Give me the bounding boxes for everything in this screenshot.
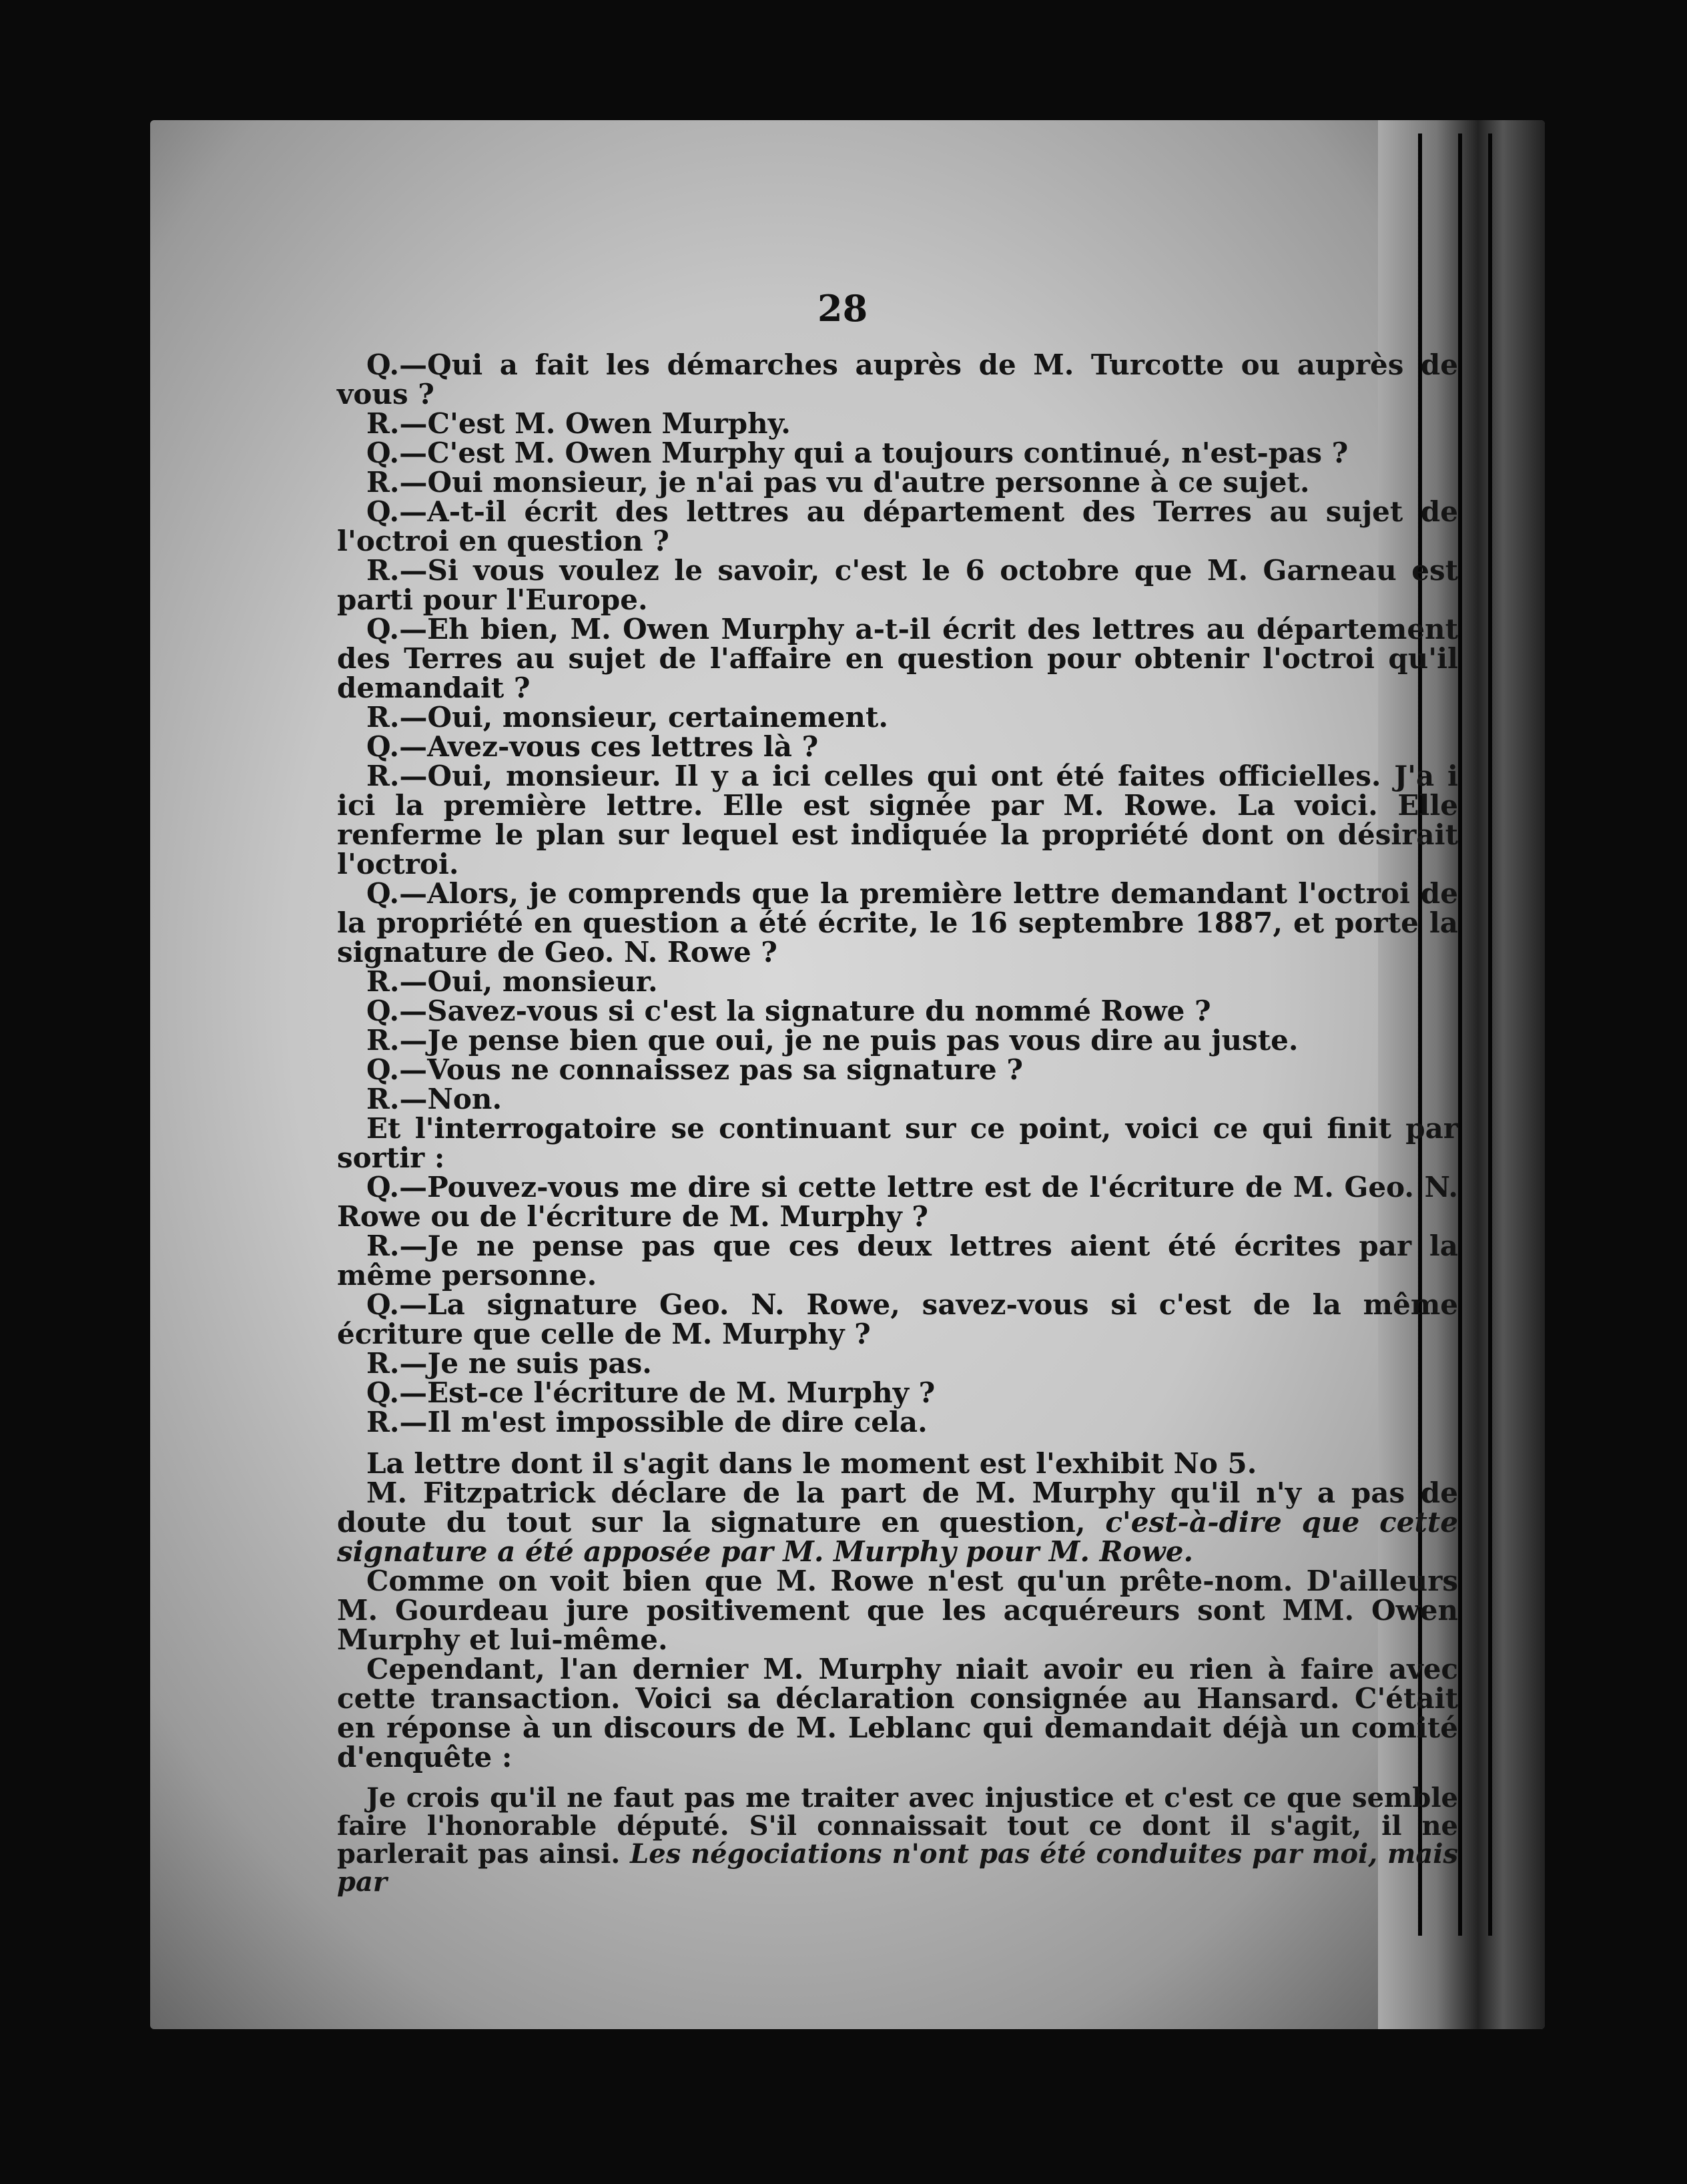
dialogue-line: Q.—Est-ce l'écriture de M. Murphy ? — [366, 1376, 936, 1409]
dialogue-line: R.—C'est M. Owen Murphy. — [366, 407, 791, 440]
dialogue-line: Q.—La signature Geo. N. Rowe, savez-vous si c'est de la même écriture que celle de M. Murphy ? — [337, 1288, 1458, 1350]
exhibit-paragraph: La lettre dont il s'agit dans le moment est l'exhibit No 5. — [366, 1447, 1257, 1480]
dialogue-line: Q.—Avez-vous ces lettres là ? — [366, 730, 819, 763]
body-text — [337, 350, 1458, 1896]
dialogue-line: Q.—A-t-il écrit des lettres au département des Terres au sujet de l'octroi en question ? — [337, 495, 1458, 557]
fitzpatrick-paragraph — [337, 1478, 1458, 1567]
dialogue-line: Q.—Savez-vous si c'est la signature du nommé Rowe ? — [366, 995, 1211, 1027]
spine-crease — [1488, 133, 1492, 1936]
dialogue-line: R.—Oui, monsieur, certainement. — [366, 701, 888, 734]
quote-text: Je crois qu'il ne faut pas me traiter avec injustice et c'est ce que semble faire l'honorable député. S'il connaissait tout ce dont il s'agit, il ne parlerait pas ainsi. — [337, 1782, 1458, 1870]
dialogue-line: Q.—Eh bien, M. Owen Murphy a-t-il écrit des lettres au département des Terres au sujet de l'affaire en question pour obtenir l'octroi qu'il demandait ? — [337, 613, 1458, 704]
dialogue-line: Q.—C'est M. Owen Murphy qui a toujours continué, n'est-pas ? — [366, 437, 1349, 469]
rowe-paragraph: Comme on voit bien que M. Rowe n'est qu'un prête-nom. D'ailleurs M. Gourdeau jure positivement que les acquéreurs sont MM. Owen Murphy et lui-même. — [337, 1565, 1458, 1656]
spine-crease — [1458, 133, 1462, 1936]
dialogue-line: Q.—Pouvez-vous me dire si cette lettre est de l'écriture de M. Geo. N. Rowe ou de l'écriture de M. Murphy ? — [337, 1171, 1458, 1233]
hansard-quote — [337, 1784, 1458, 1896]
dialogue-line: Q.—Alors, je comprends que la première lettre demandant l'octroi de la propriété en question a été écrite, le 16 septembre 1887, et porte la signature de Geo. N. Rowe ? — [337, 877, 1458, 969]
dialogue-line: Q.—Qui a fait les démarches auprès de M. Turcotte ou auprès de vous ? — [337, 348, 1458, 411]
dialogue-line: R.—Oui, monsieur. — [366, 965, 658, 998]
dialogue-line: R.—Je pense bien que oui, je ne puis pas vous dire au juste. — [366, 1024, 1299, 1057]
dialogue-line: R.—Oui, monsieur. Il y a ici celles qui ont été faites officielles. J'a i ici la première lettre. Elle est signée par M. Rowe. La voici. Elle renferme le plan sur lequel est indiquée la propriété dont on désirait l'octroi. — [337, 760, 1458, 880]
dialogue-line: Q.—Vous ne connaissez pas sa signature ? — [366, 1053, 1023, 1086]
quote-italic: Les négociations n'ont pas été conduites par moi, mais par — [337, 1838, 1458, 1898]
dialogue-line: R.—Si vous voulez le savoir, c'est le 6 octobre que M. Garneau est parti pour l'Europe. — [337, 554, 1458, 616]
fitzpatrick-italic: c'est-à-dire que cette signature a été apposée par M. Murphy pour M. Rowe. — [337, 1506, 1459, 1568]
document-page — [150, 120, 1545, 2029]
dialogue-line: R.—Non. — [366, 1083, 502, 1115]
page-number: 28 — [817, 287, 868, 330]
dialogue-line: R.—Il m'est impossible de dire cela. — [366, 1406, 928, 1438]
narrative-line: Et l'interrogatoire se continuant sur ce point, voici ce qui finit par sortir : — [337, 1112, 1458, 1174]
dialogue-line: R.—Oui monsieur, je n'ai pas vu d'autre personne à ce sujet. — [366, 466, 1310, 499]
fitzpatrick-text: M. Fitzpatrick déclare de la part de M. Murphy qu'il n'y a pas de doute du tout sur la signature en question, — [337, 1476, 1458, 1539]
dialogue-line: R.—Je ne suis pas. — [366, 1347, 652, 1380]
dialogue-line: R.—Je ne pense pas que ces deux lettres aient été écrites par la même personne. — [337, 1230, 1458, 1292]
cependant-paragraph: Cependant, l'an dernier M. Murphy niait avoir eu rien à faire avec cette transaction. Voici sa déclaration consignée au Hansard. C'était en réponse à un discours de M. Leblanc qui demandait déjà un comité d'enquête : — [337, 1653, 1458, 1773]
